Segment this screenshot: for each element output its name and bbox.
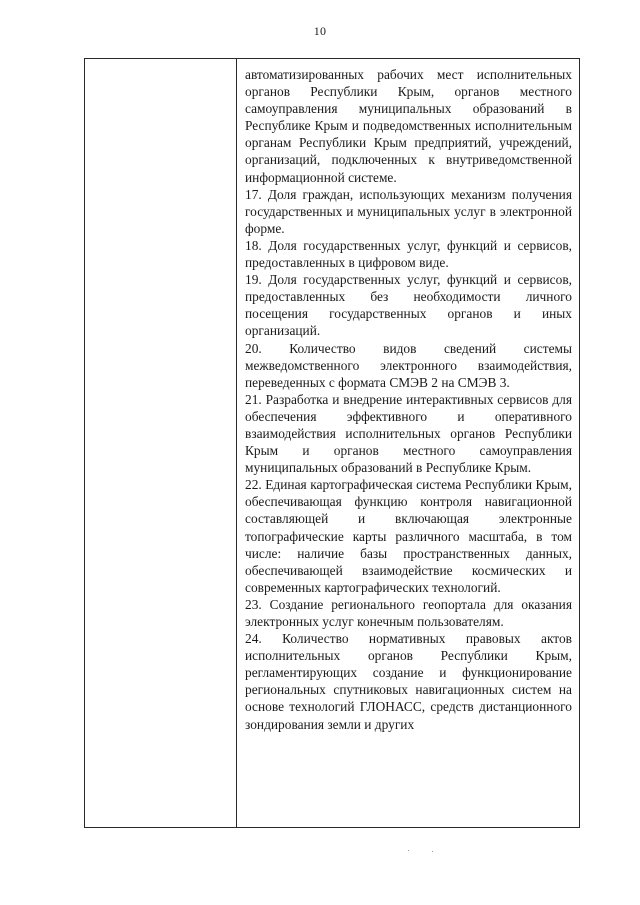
- document-table: [84, 58, 580, 828]
- indicator-21: 21. Разработка и внедрение интерактивных сервисов для обеспечения эффективного и оперативного взаимодействия исполнительных органов Республики Крым и органов местного самоуправления муниципальных образований в Республике Крым.: [245, 391, 572, 476]
- indicator-20: 20. Количество видов сведений системы межведомственного электронного взаимодействия, переведенных с формата СМЭВ 2 на СМЭВ 3.: [245, 340, 572, 390]
- indicator-19: 19. Доля государственных услуг, функций и сервисов, предоставленных без необходимости личного посещения государственных органов и иных организаций.: [245, 272, 572, 339]
- indicator-16-continuation: автоматизированных рабочих мест исполнительных органов Республики Крым, органов местного самоуправления муниципальных образований в Республике Крым и подведомственных исполнительным органам Республики Крым предприятий, учреждений, организаций, подключенных к внутриведомственной информационной системе.: [245, 67, 572, 185]
- table-left-column: [85, 59, 237, 827]
- indicator-17: 17. Доля граждан, использующих механизм получения государственных и муниципальных услуг в электронной форме.: [245, 186, 572, 236]
- scan-speck: [408, 850, 409, 851]
- indicator-23: 23. Создание регионального геопортала для оказания электронных услуг конечным пользователям.: [245, 596, 572, 629]
- page-number: 10: [313, 24, 327, 38]
- indicator-22: 22. Единая картографическая система Республики Крым, обеспечивающая функцию контроля навигационной составляющей и включающая электронные топографические карты различного масштаба, в том числе: наличие базы пространственных данных, обеспечивающей взаимодействие космических и современных картографических технологий.: [245, 477, 572, 595]
- scan-speck: [432, 851, 433, 852]
- table-right-column: [237, 59, 579, 827]
- indicator-list: [245, 66, 572, 733]
- indicator-24: 24. Количество нормативных правовых актов исполнительных органов Республики Крым, регламентирующих создание и функционирование региональных спутниковых навигационных систем на основе технологий ГЛОНАСС, средств дистанционного зондирования земли и других: [245, 631, 572, 732]
- indicator-18: 18. Доля государственных услуг, функций и сервисов, предоставленных в цифровом виде.: [245, 237, 572, 271]
